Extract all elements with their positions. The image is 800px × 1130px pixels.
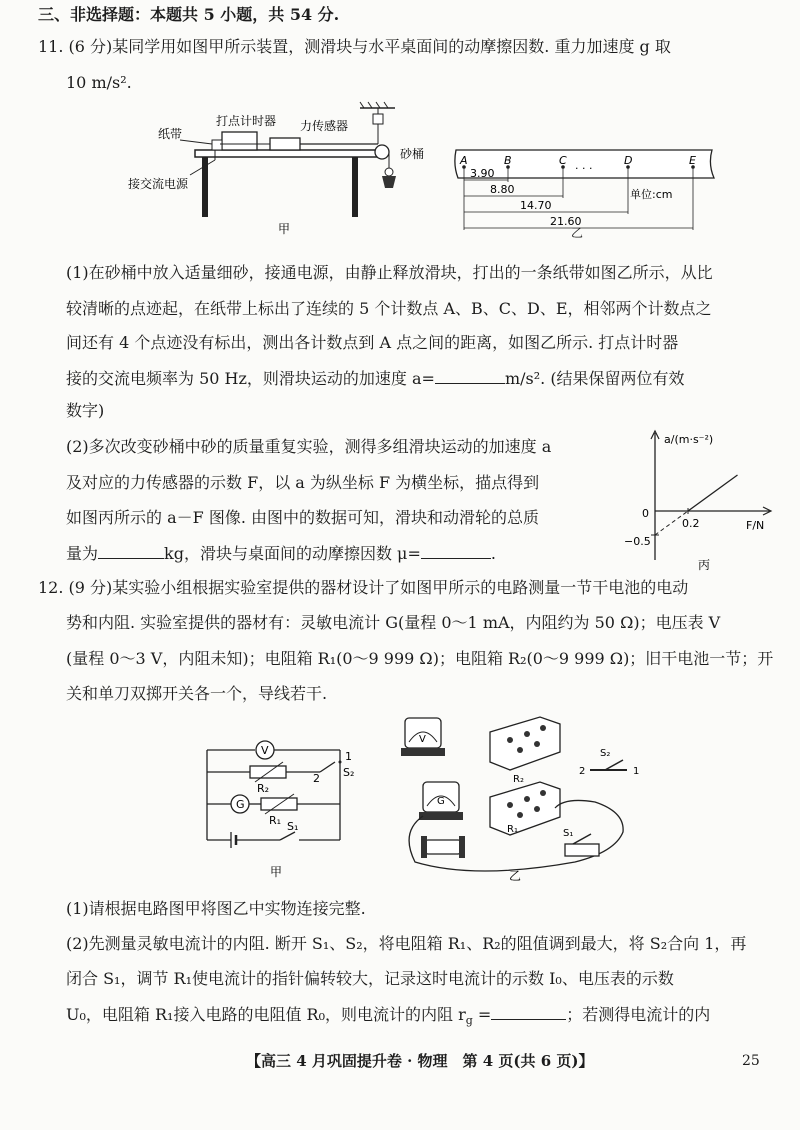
graph-y-tick: −0.5 — [624, 535, 651, 548]
tape-point-e — [689, 154, 696, 169]
tape-point-a — [459, 154, 468, 169]
q11-p2-line-3: 如图丙所示的 a－F 图像. 由图中的数据可知，滑块和动滑轮的总质 — [66, 508, 539, 527]
q11-p2-line-4-mid: kg，滑块与桌面间的动摩擦因数 μ= — [164, 544, 421, 563]
tape-label-a: A — [460, 154, 468, 167]
figure-circuit-diagram — [195, 730, 370, 880]
tape-label-c: C — [559, 154, 567, 167]
tape-distance-ac: 8.80 — [490, 183, 515, 196]
figure-physical-apparatus — [395, 712, 670, 882]
q11-p2-line-4-text: 量为 — [66, 544, 99, 563]
s1-switch-symbol — [280, 832, 295, 840]
footer-text: 【高三 4 月巩固提升卷 · 物理 第 4 页(共 6 页)】 — [246, 1052, 594, 1070]
figure-a-f-graph — [620, 425, 785, 575]
label-fig-bing: 丙 — [698, 558, 711, 572]
graph-ylabel: a/(m·s⁻²) — [664, 433, 714, 446]
tape-label-b: B — [504, 154, 512, 167]
battery-device — [425, 840, 461, 854]
label-fig-yi: 乙 — [571, 226, 584, 240]
q12-p2-line-1: (2)先测量灵敏电流计的内阻. 断开 S₁、S₂，将电阻箱 R₁、R₂的阻值调到最大，将 S₂合向 1，再 — [66, 934, 747, 953]
device-label-r2: R₂ — [513, 774, 524, 785]
resistance-box-r2 — [490, 717, 560, 770]
q12-p2-line-3 — [66, 1003, 710, 1032]
q12-stem-line-1: 12. (9 分)某实验小组根据实验室提供的器材设计了如图甲所示的电路测量一节干电池的电动 — [38, 578, 689, 597]
tape-label-d: D — [624, 154, 633, 167]
q11-stem-line-1: 11. (6 分)某同学用如图甲所示装置，测滑块与水平桌面间的动摩擦因数. 重力加速度 g 取 — [38, 37, 671, 56]
figure-apparatus — [120, 100, 425, 240]
q11-p2-line-1: (2)多次改变砂桶中砂的质量重复实验，测得多组滑块运动的加速度 a — [66, 437, 552, 456]
q12-p2-line-3-tail: ；若测得电流计的内 — [566, 1005, 711, 1024]
tape-distance-ad: 14.70 — [520, 199, 552, 212]
s1-device — [565, 844, 599, 856]
device-label-2: 2 — [579, 766, 586, 777]
q12-p2-line-3-text: U₀，电阻箱 R₁接入电路的电阻值 R₀，则电流计的内阻 r — [66, 1005, 466, 1024]
q11-p1-line-5: 数字) — [66, 401, 105, 420]
tape-unit: 单位:cm — [630, 188, 673, 201]
answer-blank-rg[interactable] — [491, 1003, 566, 1020]
circuit-label-2: 2 — [313, 772, 320, 785]
q12-p1: (1)请根据电路图甲将图乙中实物连接完整. — [66, 899, 366, 918]
tape-point-d — [624, 154, 632, 169]
graph-origin: 0 — [642, 507, 649, 520]
q12-p2-equals: = — [472, 1005, 492, 1024]
circuit-label-s2: S₂ — [343, 766, 355, 779]
tape-point-b — [504, 154, 512, 169]
circuit-label-g: G — [236, 798, 245, 811]
graph-line-solid — [688, 475, 738, 511]
q11-p2-line-2: 及对应的力传感器的示数 F，以 a 为纵坐标 F 为横坐标，描点得到 — [66, 473, 540, 492]
q12-stem-line-2: 势和内阻. 实验室提供的器材有：灵敏电流计 G(量程 0～1 mA，内阻约为 50 Ω)；电压表 V — [66, 613, 721, 632]
q11-p2-line-4 — [66, 542, 496, 565]
label-timer: 打点计时器 — [216, 114, 277, 128]
r2-symbol — [250, 766, 286, 778]
label-power: 接交流电源 — [128, 177, 189, 191]
label-sensor: 力传感器 — [300, 119, 349, 133]
q11-p1-line-4 — [66, 367, 685, 390]
device-label-r1: R₁ — [507, 824, 518, 835]
q12-p2-subscript: g — [465, 1014, 473, 1028]
tape-distance-ab: 3.90 — [470, 167, 495, 180]
circuit-label-v: V — [261, 744, 269, 757]
label-fig-jia: 甲 — [278, 222, 291, 236]
answer-blank-mu[interactable] — [421, 542, 491, 559]
section-header: 三、非选择题：本题共 5 小题，共 54 分. — [38, 5, 340, 24]
figure-tape — [450, 140, 730, 240]
device-label-v: V — [419, 734, 426, 745]
q12-stem-line-4: 关和单刀双掷开关各一个，导线若干. — [66, 684, 328, 703]
graph-xlabel: F/N — [746, 519, 765, 532]
circuit-label-s1: S₁ — [287, 820, 299, 833]
tape-point-c — [559, 154, 567, 169]
device-label-g: G — [437, 796, 445, 807]
q11-p1-line-1: (1)在砂桶中放入适量细砂，接通电源，由静止释放滑块，打出的一条纸带如图乙所示，从比 — [66, 263, 713, 282]
graph-x-tick: 0.2 — [682, 517, 700, 530]
q11-p1-line-4-text: 接的交流电频率为 50 Hz，则滑块运动的加速度 a= — [66, 369, 435, 388]
label-bucket: 砂桶 — [400, 147, 425, 161]
circuit-label-1: 1 — [345, 750, 352, 763]
device-label-1: 1 — [633, 766, 640, 777]
s2-switch-symbol — [320, 762, 335, 772]
device-label-s2: S₂ — [600, 748, 611, 759]
circuit-label-fig-jia: 甲 — [270, 865, 283, 879]
circuit-label-r1: R₁ — [269, 814, 282, 827]
answer-blank-mass[interactable] — [98, 542, 164, 559]
circuit-label-r2: R₂ — [257, 782, 270, 795]
tape-label-e: E — [689, 154, 696, 167]
resistance-box-r1 — [490, 782, 560, 835]
q11-p1-line-3: 间还有 4 个点迹没有标出，测出各计数点到 A 点之间的距离，如图乙所示. 打点计时器 — [66, 333, 679, 352]
label-tape: 纸带 — [158, 127, 183, 141]
q11-p1-line-2: 较清晰的点迹起，在纸带上标出了连续的 5 个计数点 A、B、C、D、E，相邻两个计数点之 — [66, 299, 712, 318]
q11-p1-line-4-tail: m/s². (结果保留两位有效 — [504, 369, 685, 388]
q11-stem-line-2: 10 m/s². — [66, 73, 132, 92]
device-label-s1: S₁ — [563, 828, 574, 839]
device-label-fig-yi: 乙 — [509, 869, 522, 883]
footer-page-code: 25 — [742, 1053, 760, 1069]
answer-blank-acceleration[interactable] — [435, 367, 505, 384]
q11-p2-line-4-end: . — [490, 544, 496, 563]
svg-text:· · ·: · · · — [575, 162, 593, 175]
q12-stem-line-3: (量程 0～3 V，内阻未知)；电阻箱 R₁(0～9 999 Ω)；电阻箱 R₂(0～9 999 Ω)；旧干电池一节；开 — [66, 649, 774, 668]
tape-distance-ae: 21.60 — [550, 215, 582, 228]
q12-p2-line-2: 闭合 S₁，调节 R₁使电流计的指针偏转较大，记录这时电流计的示数 I₀、电压表的示数 — [66, 969, 674, 988]
